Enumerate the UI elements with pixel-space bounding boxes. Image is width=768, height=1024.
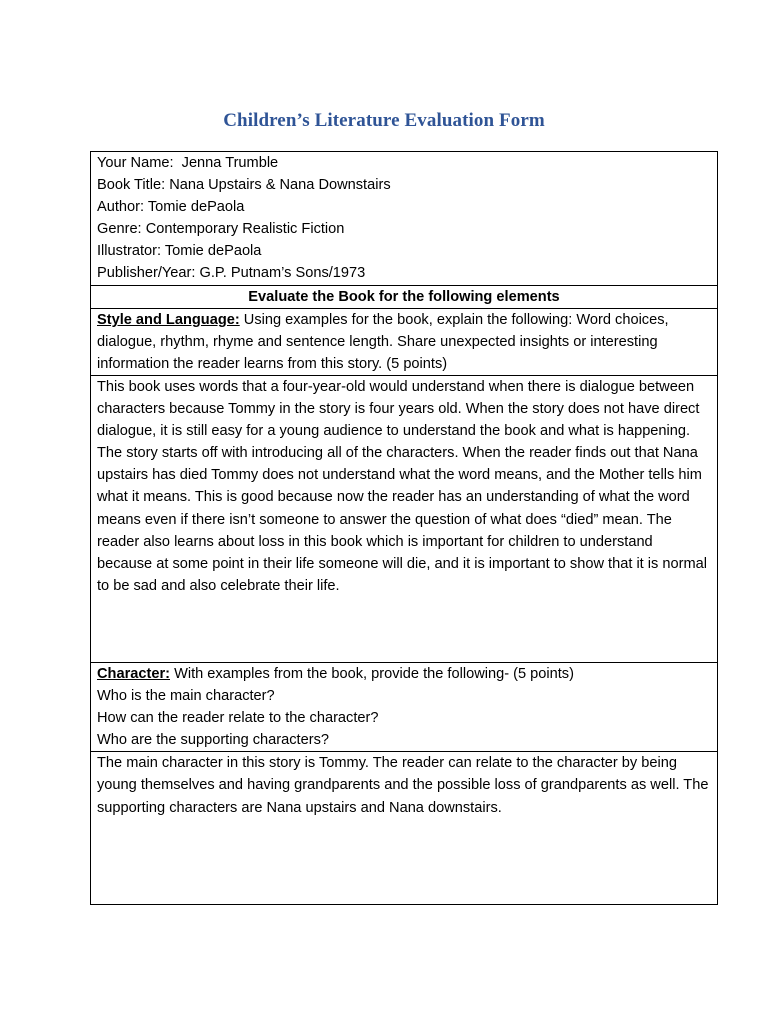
name-label: Your Name: (97, 155, 174, 171)
style-prompt-row (91, 308, 718, 375)
book-title-value: Nana Upstairs & Nana Downstairs (169, 177, 391, 194)
character-question: Who is the main character? (97, 688, 275, 705)
style-prompt-text: Using examples for the book, explain the following: Word choices, dialogue, rhythm, rhyme and sentence length. Share unexpected insights or interesting information the reader learns from this story. (5 points) (97, 311, 669, 372)
character-prompt-row (91, 662, 718, 751)
book-info-cell (91, 152, 718, 286)
character-question: How can the reader relate to the character? (97, 710, 379, 727)
publisher-line (97, 262, 711, 284)
genre-line (97, 218, 711, 240)
author-value: Tomie dePaola (147, 199, 245, 216)
publisher-value: G.P. Putnam’s Sons/1973 (199, 265, 366, 282)
character-label: Character: (97, 665, 170, 682)
character-prompt-line (97, 663, 711, 685)
section-heading: Evaluate the Book for the following elements (91, 285, 718, 308)
illustrator-line (97, 240, 711, 262)
illustrator-label: Illustrator: (97, 243, 162, 260)
author-label: Author: (97, 199, 145, 216)
style-answer: This book uses words that a four-year-old would understand when there is dialogue between characters because Tommy in the story is four years old. When the story does not have direct dialogue, it is still easy for a young audience to understand the book and what is happening. The story starts off with introducing all of the characters. When the reader finds out that Nana upstairs has died Tommy does not understand what the word means, and the Mother tells him what it means. This is good because now the reader has an understanding of what the word means even if there isn’t someone to answer the question of what does “died” mean. The reader also learns about loss in this book which is important for children to understand because at some point in their life someone will die, and it is important to show that it is normal to be sad and also celebrate their life. (91, 375, 718, 662)
book-title-label: Book Title: (97, 177, 166, 194)
style-prompt-cell (91, 308, 718, 375)
book-info-row (91, 152, 718, 286)
character-prompt-text: With examples from the book, provide the following- (5 points) (174, 665, 574, 682)
style-answer-row (91, 375, 718, 662)
page-title: Children’s Literature Evaluation Form (223, 110, 545, 131)
name-value: Jenna Trumble (181, 155, 279, 171)
evaluation-form-table (90, 151, 718, 905)
character-answer: The main character in this story is Tommy. The reader can relate to the character by being young themselves and having grandparents and the possible loss of grandparents as well. The supporting characters are Nana upstairs and Nana downstairs. (91, 752, 718, 905)
illustrator-value: Tomie dePaola (164, 243, 262, 260)
name-line (97, 152, 711, 174)
character-answer-row (91, 752, 718, 905)
style-label: Style and Language: (97, 311, 240, 328)
book-title-line (97, 174, 711, 196)
character-question: Who are the supporting characters? (97, 732, 330, 749)
character-prompt-cell (91, 662, 718, 751)
section-heading-row (91, 285, 718, 308)
publisher-label: Publisher/Year: (97, 265, 196, 282)
genre-label: Genre: (97, 221, 142, 238)
genre-value: Contemporary Realistic Fiction (145, 221, 345, 238)
author-line (97, 196, 711, 218)
